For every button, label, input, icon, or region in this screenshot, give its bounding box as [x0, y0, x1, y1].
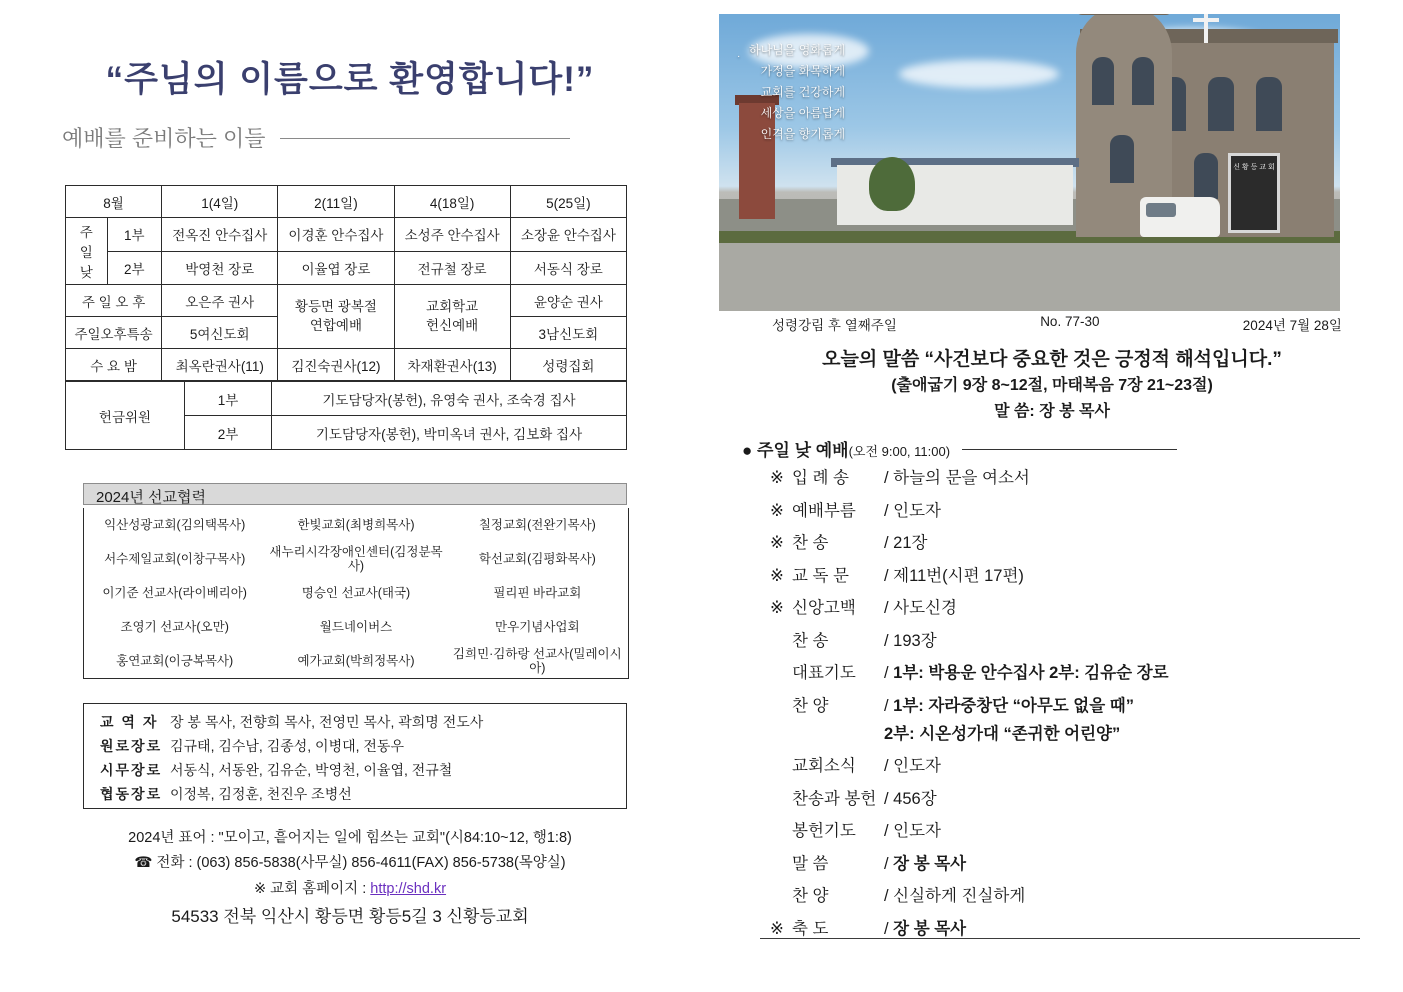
- service-heading-text: 주일 낮 예배: [757, 441, 849, 460]
- mission-cell: 홍연교회(이긍복목사): [116, 653, 234, 668]
- church-signboard: [1228, 153, 1280, 233]
- staff-label: 원로장로: [100, 738, 163, 754]
- order-item: [770, 627, 1390, 651]
- mission-cell: 학선교회(김평화목사): [478, 551, 596, 566]
- duty-cell: 서동식 장로: [510, 251, 626, 285]
- order-value-text: 신실하게 진실하게: [893, 887, 1026, 905]
- order-name: 축 도: [792, 919, 829, 938]
- order-value: / 하늘의 문을 여소서: [884, 469, 1030, 487]
- order-name: 찬 양: [792, 887, 829, 905]
- mission-cell: 익산성광교회(김의택목사): [104, 517, 246, 532]
- order-item: [770, 785, 1390, 809]
- order-value-text: 하늘의 문을 여소서: [893, 469, 1030, 487]
- order-value-text: 1부: 박용운 안수집사 2부: 김유순 장로: [893, 664, 1169, 682]
- order-value: / 193장: [884, 631, 937, 650]
- bullet-icon: ●: [742, 441, 753, 460]
- duty-sub-2: 2부: [107, 251, 162, 285]
- order-value-text: 인도자: [893, 757, 941, 775]
- staff-value: 서동식, 서동완, 김유순, 박영천, 이율엽, 전규철: [170, 762, 453, 778]
- staff-value: 장 봉 목사, 전향희 목사, 전영민 목사, 곽희명 전도사: [170, 714, 484, 730]
- mission-cell: 이기준 선교사(라이베리아): [102, 585, 247, 600]
- offering-part: 1부: [185, 382, 272, 416]
- bulletin-date: 2024년 7월 28일: [1242, 318, 1342, 333]
- order-item: [770, 882, 1390, 906]
- church-photo: [719, 14, 1340, 311]
- order-item: [770, 915, 1390, 939]
- table-row: [66, 382, 627, 416]
- todays-scripture-ref: (출애굽기 9장 8~12절, 마태복음 7장 21~23절): [891, 377, 1213, 394]
- motto-line: 세상을 아름답게: [760, 106, 846, 120]
- staff-box: [83, 703, 627, 809]
- order-item: [770, 692, 1390, 716]
- mission-row: [84, 576, 628, 610]
- duty-cell: 5여신도회: [162, 317, 278, 349]
- table-row: [66, 349, 627, 381]
- preparers-heading: [62, 122, 622, 153]
- duty-table: [65, 185, 627, 381]
- homepage-label: ※ 교회 홈페이지 :: [253, 880, 371, 897]
- bulletin-number: No. 77-30: [1040, 314, 1100, 329]
- service-time: (오전 9:00, 11:00): [848, 444, 951, 459]
- duty-col-3: 4(18일): [394, 186, 510, 218]
- footer-homepage: [0, 877, 700, 902]
- order-item: [770, 850, 1390, 874]
- order-of-service: [770, 464, 1390, 947]
- order-name: 예배부름: [792, 501, 856, 520]
- order-value-text: 제11번(시편 17편): [893, 566, 1024, 585]
- window-shape: [1208, 77, 1234, 131]
- table-row: [66, 285, 627, 317]
- duty-cell: 성령집회: [510, 349, 626, 381]
- mission-cell: 새누리시각장애인센터(김정분목사): [269, 544, 443, 573]
- order-value: / 1부: 자라중창단 “아무도 없을 때”: [884, 696, 1134, 715]
- order-mark: ※: [770, 599, 784, 617]
- bulletin-season: 성령강림 후 열째주일: [772, 318, 897, 333]
- staff-label: 협동장로: [100, 786, 163, 802]
- mission-row: [84, 508, 628, 542]
- duty-group-sunday-afternoon: 주 일 오 후: [66, 285, 162, 317]
- duty-cell: 오은주 권사: [162, 285, 278, 317]
- order-name: 대표기도: [792, 664, 856, 682]
- offering-table: [65, 381, 627, 450]
- mission-cell: 필리핀 바라교회: [493, 585, 582, 600]
- left-column: [0, 0, 700, 992]
- footer-phone: ☎ 전화 : (063) 856-5838(사무실) 856-4611(FAX) 856-5738(목양실): [134, 855, 566, 872]
- cross-icon: [1204, 14, 1208, 43]
- van-shape: [1140, 197, 1220, 237]
- tree-shape: [869, 157, 915, 211]
- order-value: / 장 봉 목사: [884, 854, 967, 873]
- mission-cell: 서수제일교회(이창구목사): [104, 551, 246, 566]
- photo-motto: [737, 40, 846, 145]
- footer-slogan: 2024년 표어 : "모이고, 흩어지는 일에 힘쓰는 교회"(시84:10~12, 행1:8): [128, 830, 572, 846]
- duty-col-4: 5(25일): [510, 186, 626, 218]
- order-item: [770, 497, 1390, 521]
- order-value: / 21장: [884, 534, 928, 552]
- order-mark: ※: [770, 919, 784, 938]
- order-value-text: 456장: [893, 789, 937, 808]
- order-value: / 인도자: [884, 757, 941, 775]
- mission-cell: 조영기 선교사(오만): [120, 619, 229, 634]
- order-item: [770, 464, 1390, 488]
- order-mark: ※: [770, 469, 784, 487]
- duty-cell: 김진숙권사(12): [278, 349, 394, 381]
- duty-cell: 박영천 장로: [162, 251, 278, 285]
- mission-cell: 예가교회(박희정목사): [297, 653, 415, 668]
- heading-rule: [280, 138, 570, 139]
- order-name: 봉헌기도: [792, 822, 856, 840]
- duty-cell: 윤양순 권사: [510, 285, 626, 317]
- order-value-text: 인도자: [893, 822, 941, 840]
- order-value: / 인도자: [884, 822, 941, 840]
- window-shape: [1194, 153, 1218, 199]
- order-name: 말 씀: [792, 854, 829, 873]
- duty-cell: 전규철 장로: [394, 251, 510, 285]
- order-mark: ※: [770, 566, 784, 585]
- table-row: [66, 186, 627, 218]
- duty-cell: 소장윤 안수집사: [510, 218, 626, 252]
- staff-value: 이정복, 김정훈, 천진우 조병선: [170, 786, 352, 802]
- duty-col-2: 2(11일): [278, 186, 394, 218]
- order-item: [770, 817, 1390, 841]
- homepage-link[interactable]: http://shd.kr: [370, 880, 447, 897]
- order-name: 교 독 문: [792, 566, 849, 585]
- duty-group-wednesday: 수 요 밤: [66, 349, 162, 381]
- mission-row: [84, 610, 628, 644]
- order-value-text: 인도자: [893, 501, 941, 520]
- mission-cell: 명승인 선교사(태국): [301, 585, 411, 600]
- bulletin-meta: [772, 314, 1342, 334]
- motto-line: 인격을 향기롭게: [760, 127, 846, 141]
- motto-line: 하나님을 영화롭게: [749, 43, 846, 57]
- mission-cell: 한빛교회(최병희목사): [297, 517, 415, 532]
- duty-cell: 최옥란권사(11): [162, 349, 278, 381]
- duty-cell: 이율엽 장로: [278, 251, 394, 285]
- motto-line: 가정을 화목하게: [760, 64, 846, 78]
- heading-dash: [962, 449, 1177, 450]
- order-value: / 장 봉 목사: [884, 919, 967, 938]
- order-item: [770, 594, 1390, 618]
- motto-line: 교회를 건강하게: [760, 85, 846, 99]
- duty-group-afternoon-special: 주일오후특송: [66, 317, 162, 349]
- offering-members: 기도담당자(봉헌), 박미옥녀 권사, 김보화 집사: [272, 416, 627, 450]
- order-name: 찬 송: [792, 534, 829, 552]
- table-row: [66, 218, 627, 252]
- mission-row: [84, 542, 628, 576]
- motto-dot-icon: ·: [737, 51, 741, 62]
- duty-group-sunday-day: 주 일 낮: [66, 218, 108, 285]
- order-value: / 456장: [884, 789, 937, 808]
- mission-cell: 칠정교회(전완기목사): [478, 517, 596, 532]
- order-item: [770, 529, 1390, 553]
- order-value: / 제11번(시편 17편): [884, 566, 1024, 585]
- right-column: [712, 0, 1403, 992]
- order-value-text: 21장: [893, 534, 928, 552]
- staff-row: [84, 734, 626, 758]
- order-value: / 인도자: [884, 501, 941, 520]
- cloud-shape: [899, 60, 1059, 88]
- window-shape: [1092, 57, 1114, 105]
- order-value: / 신실하게 진실하게: [884, 887, 1026, 905]
- order-name: 신앙고백: [792, 599, 856, 617]
- road: [719, 243, 1340, 311]
- duty-cell: 소성주 안수집사: [394, 218, 510, 252]
- order-item: [770, 562, 1390, 586]
- duty-sub-1: 1부: [107, 218, 162, 252]
- order-item: [770, 752, 1390, 776]
- order-value: / 사도신경: [884, 599, 957, 617]
- order-value-text: 장 봉 목사: [893, 919, 967, 938]
- staff-label: 교 역 자: [100, 714, 159, 730]
- preacher: 말 씀: 장 봉 목사: [994, 403, 1110, 420]
- order-item: [770, 659, 1390, 683]
- table-row: [66, 251, 627, 285]
- order-name: 찬 송: [792, 631, 829, 650]
- order-value: / 1부: 박용운 안수집사 2부: 김유순 장로: [884, 664, 1169, 682]
- window-shape: [1132, 57, 1154, 105]
- duty-cell: 전옥진 안수집사: [162, 218, 278, 252]
- order-value-text: 193장: [893, 631, 937, 650]
- staff-row: [84, 758, 626, 782]
- window-shape: [1256, 77, 1282, 131]
- duty-col-1: 1(4일): [162, 186, 278, 218]
- mission-cell: 김희민·김하랑 선교사(밀레이시아): [452, 646, 622, 675]
- order-mark: ※: [770, 501, 784, 520]
- order-value-text: 장 봉 목사: [893, 854, 967, 873]
- service-heading: [742, 436, 1382, 461]
- offering-members: 기도담당자(봉헌), 유영숙 권사, 조숙경 집사: [272, 382, 627, 416]
- signboard-text: 신 황 등 교 회: [1233, 164, 1275, 171]
- todays-word: 오늘의 말씀 “사건보다 중요한 것은 긍정적 해석입니다.”: [822, 349, 1282, 370]
- order-name: 입 례 송: [792, 469, 849, 487]
- order-name: 찬송과 봉헌: [792, 789, 877, 808]
- footer: [0, 826, 700, 932]
- mission-cell: 월드네이버스: [319, 619, 393, 634]
- staff-value: 김규태, 김수남, 김종성, 이병대, 전동우: [170, 738, 404, 754]
- staff-label: 시무장로: [100, 762, 163, 778]
- duty-cell: 차재환권사(13): [394, 349, 510, 381]
- order-value-text: 1부: 자라중창단 “아무도 없을 때”: [893, 696, 1134, 715]
- offering-part: 2부: [185, 416, 272, 450]
- preparers-heading-text: 예배를 준비하는 이들: [62, 126, 266, 151]
- mission-box: [83, 508, 629, 679]
- staff-row: [84, 710, 626, 734]
- duty-cell: 교회학교 헌신예배: [394, 285, 510, 349]
- duty-month: 8월: [66, 186, 162, 218]
- staff-row: [84, 782, 626, 806]
- duty-cell: 3남신도회: [510, 317, 626, 349]
- order-mark: ※: [770, 534, 784, 552]
- duty-cell: 이경훈 안수집사: [278, 218, 394, 252]
- order-value-text: 사도신경: [893, 599, 957, 617]
- order-name: 교회소식: [792, 757, 856, 775]
- duty-cell: 황등면 광복절 연합예배: [278, 285, 394, 349]
- mission-title: 2024년 선교협력: [83, 483, 627, 505]
- mission-cell: 만우기념사업회: [495, 619, 580, 634]
- order-subvalue: 2부: 시온성가대 “존귀한 어린양”: [884, 725, 1121, 743]
- bottom-rule: [760, 938, 1360, 939]
- order-name: 찬 양: [792, 696, 829, 715]
- tower-top: [1076, 14, 1172, 15]
- footer-address: 54533 전북 익산시 황등면 황등5길 3 신황등교회: [171, 907, 529, 927]
- mission-row: [84, 644, 628, 678]
- offering-label: 헌금위원: [66, 382, 185, 450]
- window-shape: [1110, 135, 1134, 183]
- welcome-title: “주님의 이름으로 환영합니다!”: [105, 60, 595, 99]
